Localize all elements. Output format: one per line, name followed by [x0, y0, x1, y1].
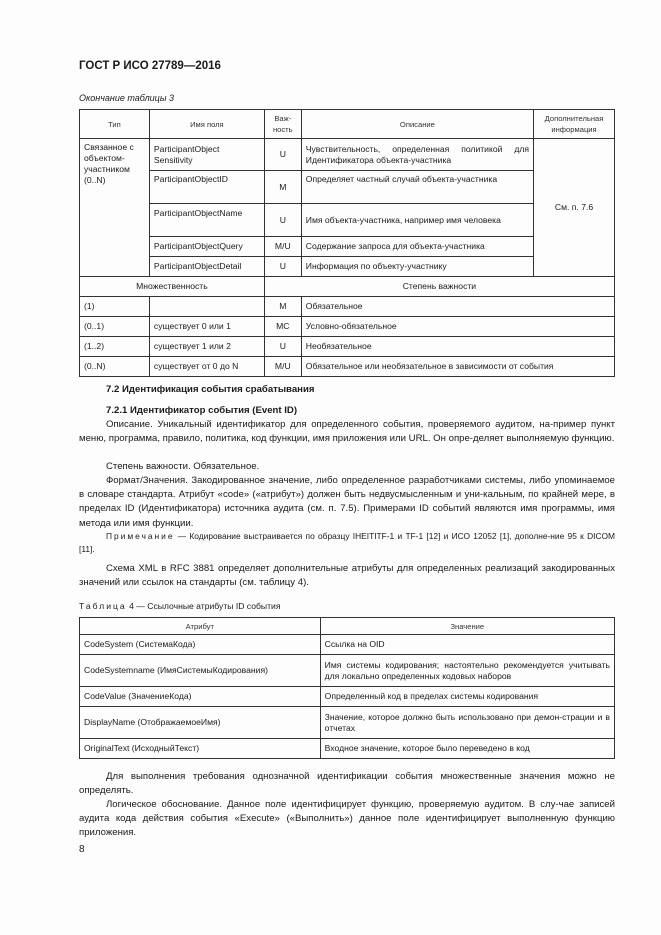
importance-cell: MC	[264, 317, 301, 337]
importance-cell: M/U	[264, 237, 301, 257]
value-cell: Определенный код в пределах системы кодирования	[320, 687, 614, 707]
col-attribute: Атрибут	[80, 618, 321, 635]
extra-cell: См. п. 7.6	[534, 139, 615, 277]
importance-cell: U	[264, 257, 301, 277]
table3-caption: Окончание таблицы 3	[79, 93, 174, 103]
mult-cell: (0..1)	[80, 317, 150, 337]
table4-caption-text: 4 — Ссылочные атрибуты ID события	[126, 601, 281, 611]
page-number: 8	[79, 844, 85, 855]
col-description: Описание	[301, 110, 533, 139]
attribute-cell: CodeSystem (СистемаКода)	[80, 635, 321, 655]
section-7-2-1-heading: 7.2.1 Идентификатор события (Event ID)	[106, 405, 298, 416]
value-cell: Входное значение, которое было переведено в код	[320, 739, 614, 759]
paragraph-format: Формат/Значения. Закодированное значение, либо определенное разработчиками системы, либо упоминаемое в словаре стандарта. Атрибут «code» («атрибут») должен быть недвусмысленным и уни-кальным, по крайней мере, в пределах ID (Идентификатора) источника аудита (см. п. 7.5). Примерами ID событий являются имя программы, имя метода или имя функции.	[79, 475, 615, 529]
table4-caption	[79, 601, 280, 611]
field-cell: ParticipantObjectName	[149, 204, 264, 237]
importance-cell: U	[264, 204, 301, 237]
type-cell: Связанное с объектом-участником (0..N)	[80, 139, 150, 277]
note	[79, 530, 615, 556]
field-cell: ParticipantObjectQuery	[149, 237, 264, 257]
mult-cell: (0..N)	[80, 357, 150, 377]
importance-cell: U	[264, 139, 301, 171]
paragraph-multiplicity: Для выполнения требования однозначной идентификации события множественные значения можно не определять.	[79, 771, 615, 797]
note-text: — Кодирование выстраивается по образцу IHEITITF-1 и TF-1 [12] и ИСО 12052 [1], дополне-ние 95 к DICOM [11].	[79, 531, 615, 554]
paragraph-description: Описание. Уникальный идентификатор для определенного события, проверяемого аудитом, на-пример пункт меню, программа, правило, политика, код функции, имя приложения или URL. Он опре-деляет выполняемую функцию.	[79, 419, 615, 445]
description-cell: Информация по объекту-участнику	[301, 257, 533, 277]
note-label: Примечание	[106, 531, 175, 541]
mult-cell: (1)	[80, 297, 150, 317]
value-cell: Ссылка на OID	[320, 635, 614, 655]
value-cell: Значение, которое должно быть использовано при демон-страции и в отчетах	[320, 707, 614, 739]
description-cell: Имя объекта-участника, например имя человека	[301, 204, 533, 237]
importance-cell: U	[264, 337, 301, 357]
col-extra: Дополнительная информация	[534, 110, 615, 139]
col-value: Значение	[320, 618, 614, 635]
col-importance: Важ-ность	[264, 110, 301, 139]
description-cell: Чувствительность, определенная политикой для Идентификатора объекта-участника	[301, 139, 533, 171]
table4-caption-label: Таблица	[79, 601, 127, 611]
col-type: Тип	[80, 110, 150, 139]
level-cell: Обязательное	[301, 297, 614, 317]
description-cell: Определяет частный случай объекта-участника	[301, 171, 533, 204]
attribute-cell: OriginalText (ИсходныйТекст)	[80, 739, 321, 759]
field-cell: ParticipantObjectDetail	[149, 257, 264, 277]
paragraph-rationale: Логическое обоснование. Данное поле идентифицирует функцию, проверяемую аудитом. В слу-чае записей аудита кода действия события «Execute» («Выполнить») данное поле идентифицирует выполненную функцию приложения.	[79, 799, 615, 839]
mult-desc-cell: существует 1 или 2	[149, 337, 264, 357]
importance-cell: M/U	[264, 357, 301, 377]
multiplicity-header: Множественность	[80, 277, 265, 297]
document-header: ГОСТ Р ИСО 27789—2016	[79, 60, 221, 72]
paragraph-xml-schema: Схема XML в RFC 3881 определяет дополнительные атрибуты для определенных реализаций закодированных значений или ссылок на стандарты (см. таблицу 4).	[79, 563, 615, 589]
mult-desc-cell: существует от 0 до N	[149, 357, 264, 377]
mult-cell: (1..2)	[80, 337, 150, 357]
mult-desc-cell: существует 0 или 1	[149, 317, 264, 337]
level-cell: Условно-обязательное	[301, 317, 614, 337]
field-cell: ParticipantObject Sensitivity	[149, 139, 264, 171]
paragraph-importance: Степень важности. Обязательное.	[106, 461, 260, 472]
importance-cell: M	[264, 171, 301, 204]
level-header: Степень важности	[264, 277, 614, 297]
level-cell: Необязательное	[301, 337, 614, 357]
level-cell: Обязательное или необязательное в зависимости от события	[301, 357, 614, 377]
attribute-cell: CodeValue (ЗначениеКода)	[80, 687, 321, 707]
importance-cell: M	[264, 297, 301, 317]
section-7-2-heading: 7.2 Идентификация события срабатывания	[106, 384, 315, 395]
table-3	[79, 109, 615, 377]
description-cell: Содержание запроса для объекта-участника	[301, 237, 533, 257]
table-4	[79, 617, 615, 759]
attribute-cell: DisplayName (ОтображаемоеИмя)	[80, 707, 321, 739]
col-field: Имя поля	[149, 110, 264, 139]
mult-desc-cell	[149, 297, 264, 317]
value-cell: Имя системы кодирования; настоятельно рекомендуется учитывать для локально определенных кодовых наборов	[320, 655, 614, 687]
attribute-cell: CodeSystemname (ИмяСистемыКодирования)	[80, 655, 321, 687]
field-cell: ParticipantObjectID	[149, 171, 264, 204]
